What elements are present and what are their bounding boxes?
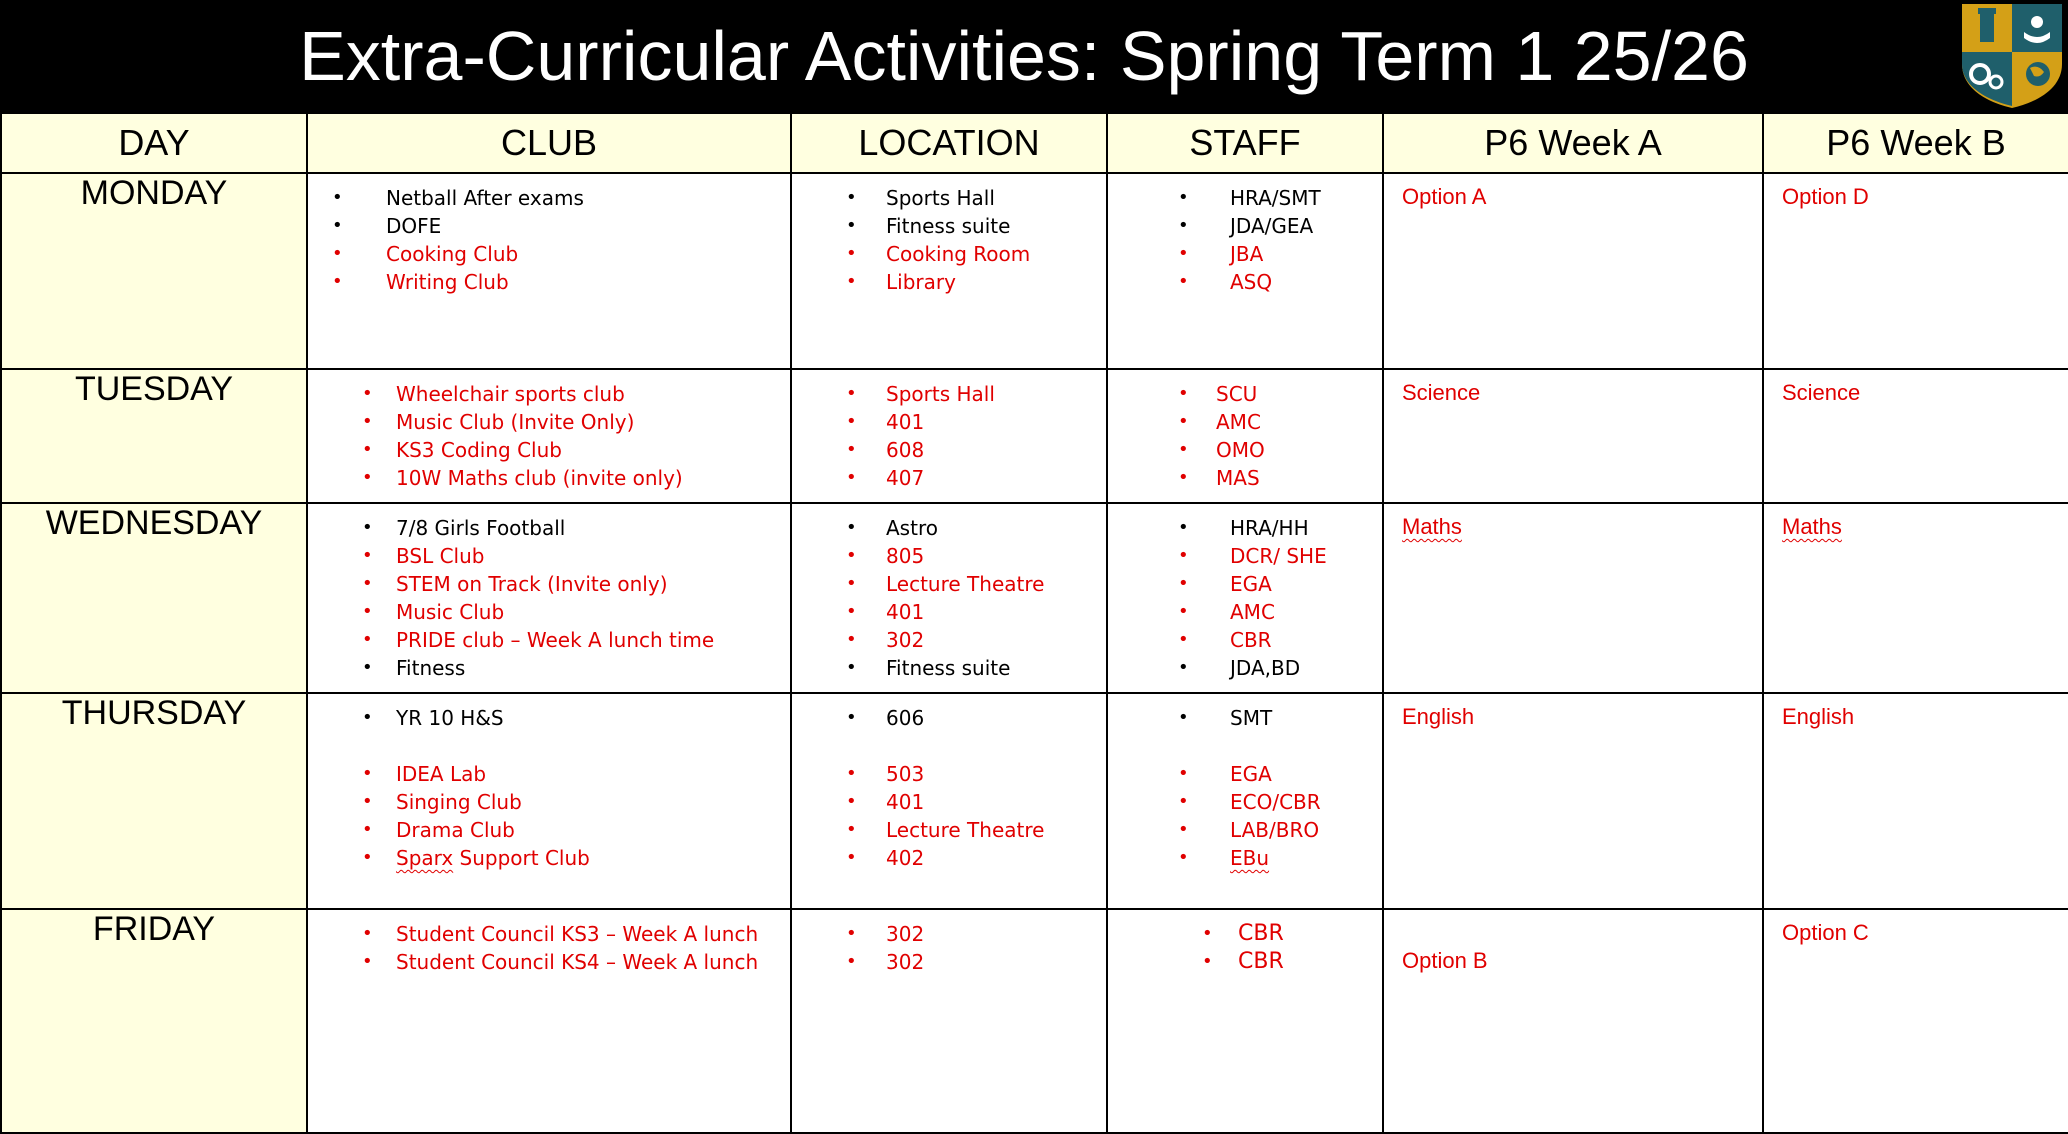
- list-item: • 407: [846, 466, 925, 490]
- list-item: • Lecture Theatre: [846, 818, 1045, 842]
- list-item: • AMC: [1178, 410, 1261, 434]
- club-cell: [307, 693, 791, 909]
- week-a-value: Science: [1402, 380, 1481, 405]
- table-row: [1, 503, 2068, 693]
- list-item: • Sparx Support Club: [362, 846, 590, 870]
- table-row: [1, 693, 2068, 909]
- list-item: • Music Club (Invite Only): [362, 410, 635, 434]
- week-a-value: Option A: [1402, 184, 1487, 209]
- list-item: • SMT: [1178, 706, 1273, 730]
- day-cell: MONDAY: [1, 173, 307, 369]
- list-item: • 302: [846, 922, 925, 946]
- header-location: LOCATION: [791, 113, 1107, 173]
- club-cell: [307, 503, 791, 693]
- list-item: • Fitness suite: [846, 656, 1011, 680]
- list-item: • JDA,BD: [1178, 656, 1301, 680]
- list-item: • Cooking Room: [846, 242, 1031, 266]
- week-a-cell: [1383, 909, 1763, 1133]
- day-cell: FRIDAY: [1, 909, 307, 1133]
- list-item: • EBu: [1178, 846, 1270, 870]
- week-b-cell: [1763, 503, 2068, 693]
- club-cell: [307, 909, 791, 1133]
- list-item: • YR 10 H&S: [362, 706, 504, 730]
- list-spacer: [1108, 732, 1382, 760]
- table-row: [1, 173, 2068, 369]
- list-spacer: [792, 732, 1106, 760]
- list-item: • PRIDE club – Week A lunch time: [362, 628, 715, 652]
- week-a-cell: [1383, 693, 1763, 909]
- list-item: • Drama Club: [362, 818, 515, 842]
- header-week-a: P6 Week A: [1383, 113, 1763, 173]
- week-a-value: Maths: [1402, 514, 1462, 539]
- header-row: [1, 113, 2068, 173]
- location-cell: [791, 369, 1107, 503]
- staff-cell: [1107, 909, 1383, 1133]
- list-item: • Wheelchair sports club: [362, 382, 625, 406]
- location-cell: [791, 909, 1107, 1133]
- list-item: • Astro: [846, 516, 938, 540]
- header-week-b: P6 Week B: [1763, 113, 2068, 173]
- list-item: • KS3 Coding Club: [362, 438, 562, 462]
- week-b-value: Maths: [1782, 514, 1842, 539]
- header-club: CLUB: [307, 113, 791, 173]
- page-title: Extra-Curricular Activities: Spring Term 1 25/26: [299, 17, 1749, 95]
- list-item: • JDA/GEA: [1178, 214, 1314, 238]
- list-item: • CBR: [1178, 628, 1272, 652]
- week-b-cell: [1763, 909, 2068, 1133]
- week-b-value: Science: [1782, 380, 1861, 405]
- list-item: • CBR: [1202, 949, 1284, 974]
- list-item: • OMO: [1178, 438, 1265, 462]
- list-item: • Music Club: [362, 600, 505, 624]
- staff-cell: [1107, 503, 1383, 693]
- list-item: • 805: [846, 544, 925, 568]
- list-item: • Fitness: [362, 656, 466, 680]
- list-item: • HRA/SMT: [1178, 186, 1321, 210]
- week-b-cell: [1763, 693, 2068, 909]
- list-item: • DCR/ SHE: [1178, 544, 1327, 568]
- list-item: • Lecture Theatre: [846, 572, 1045, 596]
- activities-table: [0, 112, 2068, 1134]
- table-row: [1, 369, 2068, 503]
- week-a-value: English: [1402, 704, 1475, 729]
- staff-cell: [1107, 173, 1383, 369]
- list-item: • STEM on Track (Invite only): [362, 572, 668, 596]
- list-item: • ECO/CBR: [1178, 790, 1321, 814]
- week-b-value: Option C: [1782, 920, 1869, 945]
- list-item: • 7/8 Girls Football: [362, 516, 566, 540]
- list-item: • 302: [846, 950, 925, 974]
- list-spacer: [308, 732, 790, 760]
- club-cell: [307, 173, 791, 369]
- list-item: • EGA: [1178, 762, 1272, 786]
- list-item: • DOFE: [332, 214, 442, 238]
- list-item: • IDEA Lab: [362, 762, 487, 786]
- list-item: • 401: [846, 790, 925, 814]
- staff-cell: [1107, 693, 1383, 909]
- location-cell: [791, 173, 1107, 369]
- list-item: • AMC: [1178, 600, 1275, 624]
- week-a-cell: [1383, 173, 1763, 369]
- list-item: • Fitness suite: [846, 214, 1011, 238]
- day-cell: THURSDAY: [1, 693, 307, 909]
- list-item: • 401: [846, 410, 925, 434]
- list-item: • LAB/BRO: [1178, 818, 1320, 842]
- list-item: • Student Council KS4 – Week A lunch: [362, 950, 759, 974]
- list-item: • Sports Hall: [846, 382, 995, 406]
- title-bar: [0, 0, 2068, 112]
- header-staff: STAFF: [1107, 113, 1383, 173]
- week-b-value: Option D: [1782, 184, 1869, 209]
- list-item: • 606: [846, 706, 925, 730]
- school-crest-icon: [1958, 2, 2066, 110]
- list-item: • 401: [846, 600, 925, 624]
- staff-cell: [1107, 369, 1383, 503]
- week-b-cell: [1763, 173, 2068, 369]
- list-item: • JBA: [1178, 242, 1264, 266]
- header-day: DAY: [1, 113, 307, 173]
- list-item: • Library: [846, 270, 956, 294]
- list-item: • 503: [846, 762, 925, 786]
- week-a-value: Option B: [1402, 948, 1488, 973]
- day-cell: WEDNESDAY: [1, 503, 307, 693]
- list-item: • SCU: [1178, 382, 1258, 406]
- list-item: • CBR: [1202, 921, 1284, 946]
- week-b-value: English: [1782, 704, 1855, 729]
- list-item: • EGA: [1178, 572, 1272, 596]
- list-item: • Cooking Club: [332, 242, 519, 266]
- list-item: • Sports Hall: [846, 186, 995, 210]
- list-item: • Singing Club: [362, 790, 522, 814]
- list-item: • MAS: [1178, 466, 1260, 490]
- list-item: • 10W Maths club (invite only): [362, 466, 683, 490]
- week-a-cell: [1383, 503, 1763, 693]
- location-cell: [791, 503, 1107, 693]
- day-cell: TUESDAY: [1, 369, 307, 503]
- list-item: • Netball After exams: [332, 186, 584, 210]
- list-item: • 302: [846, 628, 925, 652]
- week-a-cell: [1383, 369, 1763, 503]
- list-item: • BSL Club: [362, 544, 485, 568]
- list-item: • Writing Club: [332, 270, 509, 294]
- list-item: • HRA/HH: [1178, 516, 1309, 540]
- table-row: [1, 909, 2068, 1133]
- list-item: • 608: [846, 438, 925, 462]
- list-item: • 402: [846, 846, 925, 870]
- week-b-cell: [1763, 369, 2068, 503]
- location-cell: [791, 693, 1107, 909]
- club-cell: [307, 369, 791, 503]
- list-item: • ASQ: [1178, 270, 1273, 294]
- list-item: • Student Council KS3 – Week A lunch: [362, 922, 759, 946]
